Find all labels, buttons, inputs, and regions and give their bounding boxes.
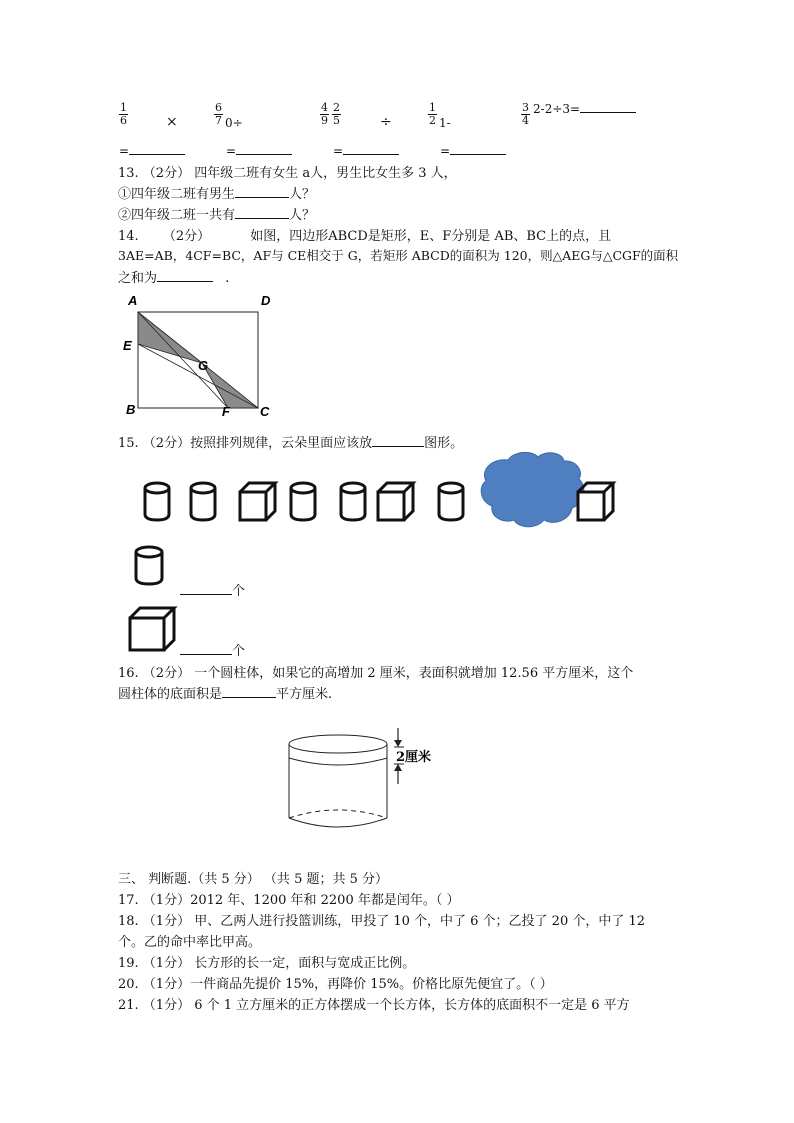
answer-blank[interactable] <box>236 154 292 155</box>
fraction-3-4 <box>521 102 530 127</box>
fraction-1-2 <box>428 102 437 127</box>
equals-sign: = <box>440 144 451 158</box>
denominator: 7 <box>215 114 222 127</box>
q14-text: 之和为 <box>118 271 158 286</box>
cube-shape-1 <box>240 483 275 520</box>
q14-period: . <box>225 271 230 286</box>
q13-p2-text: ②四年级二班一共有 <box>118 208 236 223</box>
label-c: C <box>260 404 270 419</box>
cylinder-bottom-front <box>289 818 387 827</box>
fraction-1-6 <box>119 102 128 127</box>
times-operator: × <box>166 114 178 130</box>
answer-blank[interactable] <box>222 697 276 698</box>
q13-part1 <box>118 183 315 202</box>
q20: 20. （1分）一件商品先提价 15%，再降价 15%。价格比原先便宜了。（ ） <box>118 977 553 992</box>
label-f: F <box>222 404 230 419</box>
q13-stem: 13. （2分） 四年级二班有女生 a人，男生比女生多 3 人， <box>118 166 457 181</box>
denominator: 6 <box>120 114 127 127</box>
numerator: 3 <box>522 101 529 114</box>
q21: 21. （1分） 6 个 1 立方厘米的正方体摆成一个长方体，长方体的底面积不一定是 6 平方 <box>118 998 630 1013</box>
cylinder-shape-2 <box>191 483 215 520</box>
segment-af <box>138 312 228 408</box>
equals-sign: = <box>119 144 130 158</box>
q13-p1-unit: 人？ <box>289 187 316 202</box>
denominator: 5 <box>333 114 340 127</box>
denominator: 2 <box>429 114 436 127</box>
label-e: E <box>123 338 132 353</box>
q16-unit: 平方厘米. <box>276 687 333 702</box>
divide-operator: ÷ <box>380 114 392 130</box>
dimension-label: 2厘米 <box>396 750 432 765</box>
answer-1 <box>119 144 185 158</box>
numerator: 4 <box>321 101 328 114</box>
cylinder-shape-3 <box>291 483 315 520</box>
option-cylinder-answer <box>180 580 245 599</box>
q16-line2 <box>118 683 332 702</box>
cube-shape-3 <box>578 483 613 520</box>
cloud-shape <box>481 452 584 526</box>
numerator: 6 <box>215 101 222 114</box>
calc-suffix: 2-2÷3= <box>533 102 581 116</box>
cylinder-bottom-back <box>289 810 387 818</box>
numerator: 1 <box>429 101 436 114</box>
triangle-cgf <box>202 363 258 408</box>
pattern-row <box>140 448 640 538</box>
answer-blank[interactable] <box>343 154 399 155</box>
arrowhead-down <box>394 740 402 747</box>
q14-line2: 3AE=AB，4CF=BC，AF与 CE相交于 G，若矩形 ABCD的面积为 120，则△AEG与△CGF的面积 <box>118 248 679 263</box>
answer-blank[interactable] <box>129 154 185 155</box>
triangle-aeg <box>138 312 202 363</box>
cylinder-raised-line <box>289 758 387 765</box>
segment-ce <box>138 344 258 408</box>
q16-line1: 16. （2分） 一个圆柱体，如果它的高增加 2 厘米，表面积就增加 12.56 平方厘米，这个 <box>118 666 634 681</box>
label-g: G <box>198 358 209 373</box>
denominator: 9 <box>321 114 328 127</box>
q18-line1: 18. （1分） 甲、乙两人进行投篮训练，甲投了 10 个，中了 6 个；乙投了 20 个，中了 12 <box>118 914 646 929</box>
fraction-2-5 <box>332 102 341 127</box>
label-a: A <box>128 293 138 308</box>
equals-sign: = <box>333 144 344 158</box>
q17: 17. （1分）2012 年、1200 年和 2200 年都是闰年。（ ） <box>118 893 460 908</box>
answer-4 <box>440 144 506 158</box>
q13-part2 <box>118 204 315 223</box>
arrowhead-up <box>394 764 402 771</box>
answer-2 <box>226 144 292 158</box>
rectangle-figure <box>118 290 288 420</box>
q18-line2: 个。乙的命中率比甲高。 <box>118 935 262 950</box>
unit-text: 个 <box>232 644 246 659</box>
q14-number: 14. <box>118 229 139 244</box>
option-cube-icon <box>128 606 180 652</box>
answer-blank[interactable] <box>450 154 506 155</box>
q13-p1-text: ①四年级二班有男生 <box>118 187 236 202</box>
unit-text: 个 <box>232 584 246 599</box>
fraction-6-7 <box>214 102 223 127</box>
calc-text: 1- <box>439 116 451 130</box>
cylinder-shape-4 <box>341 483 365 520</box>
q16-text: 圆柱体的底面积是 <box>118 687 223 702</box>
answer-blank[interactable] <box>180 654 232 655</box>
numerator: 1 <box>120 101 127 114</box>
q15-text: 15. （2分）按照排列规律，云朵里面应该放 <box>118 436 373 451</box>
calc-text: 0÷ <box>225 116 243 130</box>
calc-text <box>533 102 636 116</box>
q14-line1 <box>118 225 611 244</box>
answer-blank[interactable] <box>180 594 232 595</box>
label-b: B <box>126 402 136 417</box>
answer-blank[interactable] <box>157 281 213 282</box>
cylinder-top <box>289 735 387 753</box>
q13-p2-unit: 人？ <box>289 208 316 223</box>
cylinder-shape-1 <box>145 483 169 520</box>
fraction-4-9 <box>320 102 329 127</box>
answer-blank[interactable] <box>372 446 424 447</box>
label-d: D <box>261 293 271 308</box>
option-cylinder-icon <box>134 544 170 586</box>
denominator: 4 <box>522 114 529 127</box>
cylinder-shape-5 <box>439 483 463 520</box>
cylinder-figure <box>288 726 458 841</box>
answer-blank[interactable] <box>235 197 289 198</box>
equals-sign: = <box>226 144 237 158</box>
section3-title: 三、 判断题.（共 5 分） （共 5 题；共 5 分） <box>118 872 389 887</box>
q15-text-end: 图形。 <box>424 436 464 451</box>
answer-3 <box>333 144 399 158</box>
option-cube-answer <box>180 640 245 659</box>
q14-score: （2分） <box>162 229 211 244</box>
q14-line3 <box>118 267 229 286</box>
answer-blank[interactable] <box>235 218 289 219</box>
answer-blank[interactable] <box>580 112 636 113</box>
q14-text: 如图，四边形ABCD是矩形，E、F分别是 AB、BC上的点，且 <box>250 229 612 244</box>
cube-shape-2 <box>378 483 413 520</box>
numerator: 2 <box>333 101 340 114</box>
q19: 19. （1分） 长方形的长一定，面积与宽成正比例。 <box>118 956 416 971</box>
